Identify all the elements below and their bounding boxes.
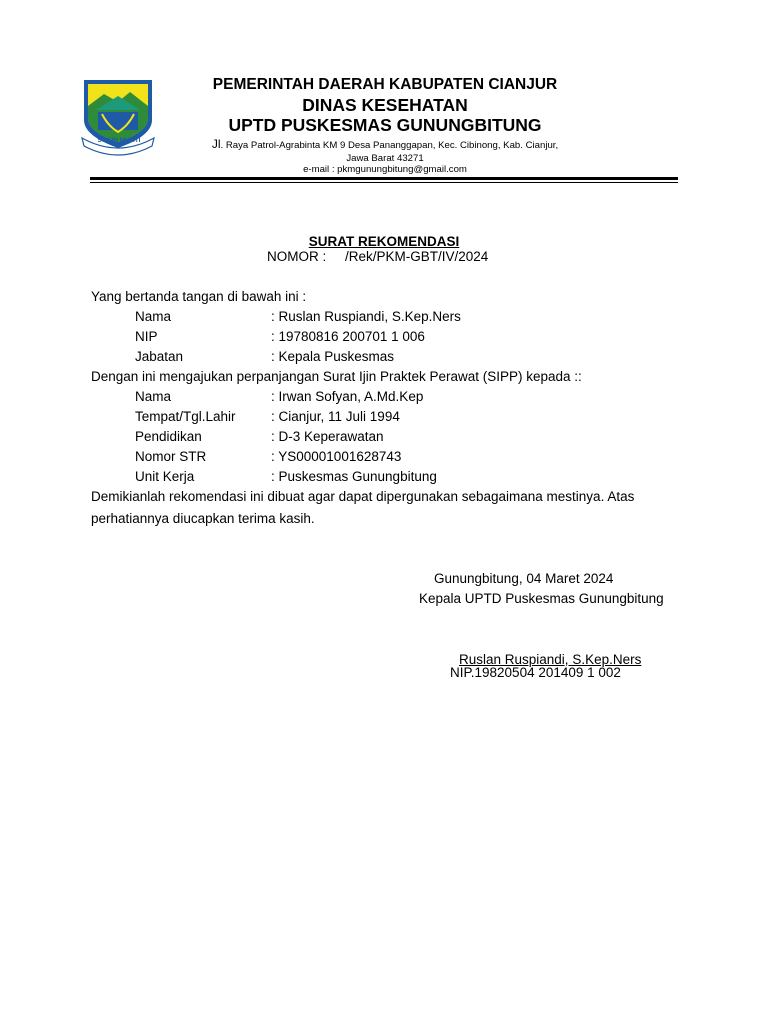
subject-label: Tempat/Tgl.Lahir: [135, 409, 236, 424]
address-line1: . Raya Patrol-Agrabinta KM 9 Desa Pananggapan, Kec. Cibinong, Kab. Cianjur,: [220, 140, 559, 151]
header-email: e-mail : pkmgunungbitung@gmail.com: [303, 164, 467, 175]
subject-value: : Irwan Sofyan, A.Md.Kep: [271, 389, 424, 404]
signer-value: : 19780816 200701 1 006: [271, 329, 425, 344]
header-divider-thin: [90, 182, 678, 183]
header-agency: DINAS KESEHATAN: [302, 95, 468, 115]
header-divider-thick: [90, 177, 678, 180]
signature-position: Kepala UPTD Puskesmas Gunungbitung: [419, 591, 664, 606]
subject-value: : Cianjur, 11 Juli 1994: [271, 409, 400, 424]
subject-label: Nomor STR: [135, 449, 207, 464]
subject-value: : YS00001001628743: [271, 449, 402, 464]
subject-label: Nama: [135, 389, 172, 404]
signer-value: : Kepala Puskesmas: [271, 349, 395, 364]
logo-motto: SUGIH MUKTI: [97, 137, 141, 144]
signature-nip: NIP.19820504 201409 1 002: [450, 665, 621, 680]
signer-label: Nama: [135, 309, 172, 324]
subject-value: : Puskesmas Gunungbitung: [271, 469, 437, 484]
letter-number: [267, 249, 488, 264]
signature-name: Ruslan Ruspiandi, S.Kep.Ners: [459, 652, 642, 667]
closing-text: perhatiannya diucapkan terima kasih.: [91, 511, 315, 526]
letter-title: SURAT REKOMENDASI: [308, 234, 460, 249]
regency-logo: [78, 76, 160, 156]
address-prefix: Jl: [211, 137, 221, 151]
closing-text: Demikianlah rekomendasi ini dibuat agar dapat dipergunakan sebagaimana mestinya. Atas: [91, 489, 635, 504]
header-address: [170, 138, 600, 165]
signer-value: : Ruslan Ruspiandi, S.Kep.Ners: [271, 309, 461, 324]
subject-label: Unit Kerja: [135, 469, 195, 484]
subject-value: : D-3 Keperawatan: [271, 429, 384, 444]
intro-text: Yang bertanda tangan di bawah ini :: [91, 289, 307, 304]
nomor-label: NOMOR :: [267, 249, 327, 264]
request-text: Dengan ini mengajukan perpanjangan Surat Ijin Praktek Perawat (SIPP) kepada ::: [91, 369, 582, 384]
address-line2: Jawa Barat 43271: [346, 153, 424, 164]
signature-place-date: Gunungbitung, 04 Maret 2024: [434, 571, 614, 586]
signer-label: NIP: [135, 329, 158, 344]
header-government: PEMERINTAH DAERAH KABUPATEN CIANJUR: [212, 76, 558, 93]
header-unit: UPTD PUSKESMAS GUNUNGBITUNG: [228, 115, 542, 135]
subject-label: Pendidikan: [135, 429, 202, 444]
nomor-value: /Rek/PKM-GBT/IV/2024: [345, 249, 489, 264]
signer-label: Jabatan: [135, 349, 184, 364]
